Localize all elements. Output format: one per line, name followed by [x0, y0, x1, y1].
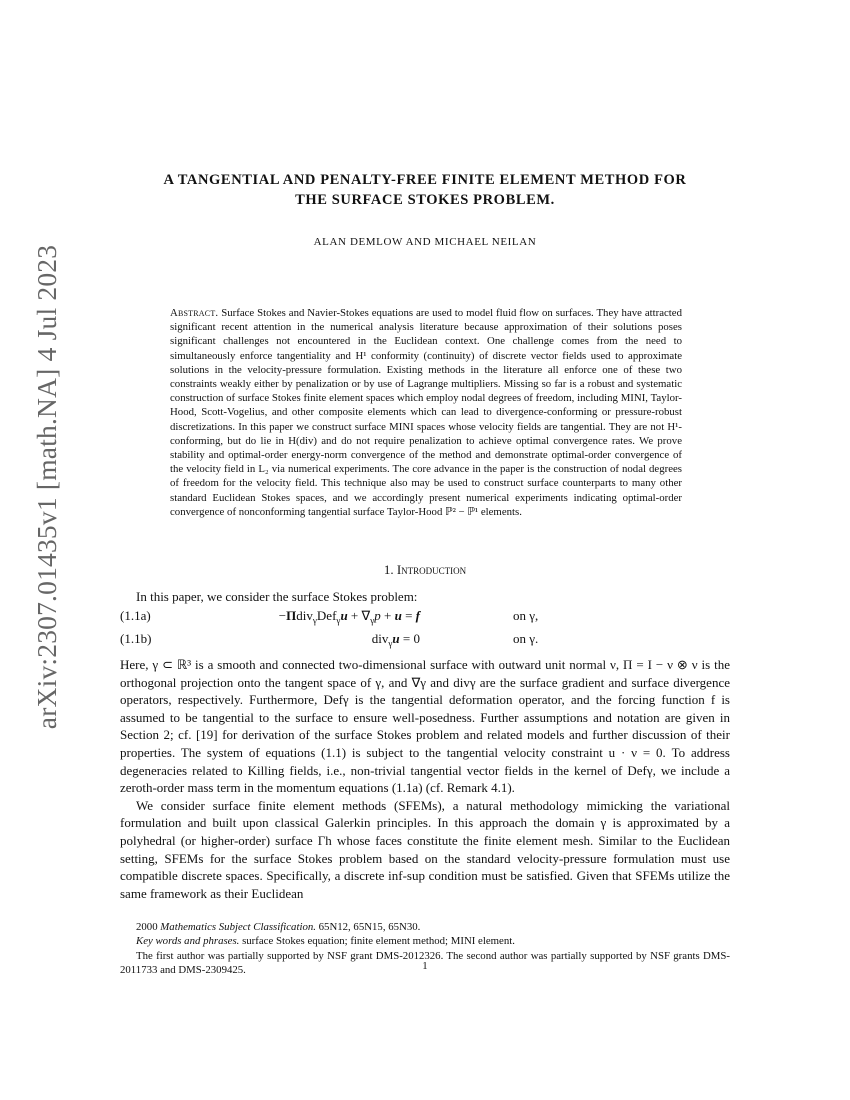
- keywords-label: Key words and phrases.: [136, 935, 240, 948]
- intro-sentence-block: [120, 588, 730, 606]
- equation-domain: on γ.: [513, 631, 539, 646]
- msc-codes: 65N12, 65N15, 65N30.: [318, 921, 421, 933]
- equation-1-1b: [120, 631, 730, 651]
- equation-domain: on γ,: [513, 608, 539, 623]
- arxiv-identifier[interactable]: arXiv:2307.01435v1 [math.NA] 4 Jul 2023: [31, 244, 63, 730]
- section-title: Introduction: [396, 562, 467, 577]
- msc-year: 2000: [136, 921, 158, 933]
- page-number: 1: [422, 960, 428, 972]
- equation-label: (1.1a): [120, 608, 151, 623]
- equation-body: div$_\gamma$u = 0: [371, 631, 420, 649]
- body-text: [120, 656, 730, 902]
- equation-1-1a: [120, 608, 730, 628]
- title-line-2: THE SURFACE STOKES PROBLEM.: [295, 192, 555, 208]
- section-number: 1.: [383, 562, 394, 577]
- abstract-label: Abstract.: [170, 307, 219, 319]
- equation-body: $-\Pi div_\gamma Def_\gamma u + \nabla_\gamma p + u = f$: [278, 608, 420, 626]
- section-heading: [120, 562, 730, 578]
- paper-authors: ALAN DEMLOW AND MICHAEL NEILAN: [313, 236, 537, 248]
- footnote-keywords: [120, 934, 730, 948]
- equation-label: (1.1b): [120, 631, 152, 646]
- msc-label: Mathematics Subject Classification.: [160, 921, 316, 933]
- footnote-msc: [120, 920, 730, 934]
- intro-sentence: In this paper, we consider the surface Stokes problem:: [136, 589, 418, 604]
- arxiv-sidebar-stamp: [22, 244, 72, 730]
- paper-title: [120, 170, 730, 210]
- title-line-1: A TANGENTIAL AND PENALTY-FREE FINITE ELEMENT METHOD FOR: [163, 172, 687, 188]
- footnote-funding: The first author was partially supported by NSF grant DMS-2012326. The second author was partially supported by NSF grants DMS-2011733 and DMS-2309425.: [120, 949, 730, 977]
- paragraph-2: We consider surface finite element methods (SFEMs), a natural methodology mimicking the variational formulation and built upon classical Galerkin principles. In this approach the domain γ is approximated by a polyhedral (or higher-order) surface Γh whose faces constitute the finite element mesh. Similar to the Euclidean setting, SFEMs for the surface Stokes problem based on the standard velocity-pressure formulation must use compatible discrete spaces. Specifically, a discrete inf-sup condition must be satisfied. Given that SFEMs utilize the same framework as their Euclidean: [120, 797, 730, 901]
- abstract-block: [170, 306, 682, 519]
- keywords-text: surface Stokes equation; finite element method; MINI element.: [242, 935, 515, 948]
- abstract-text: Surface Stokes and Navier-Stokes equations are used to model fluid flow on surfaces. They have attracted significant recent attention in the numerical analysis literature because approximation of their solutions poses significant challenges not encountered in the Euclidean context. One challenge comes from the need to simultaneously enforce tangentiality and H¹ conformity (continuity) of discrete vector fields used to approximate solutions in the velocity-pressure formulation. Existing methods in the literature all enforce one of these two constraints weakly either by penalization or by use of Lagrange multipliers. Missing so far is a robust and systematic construction of surface Stokes finite element spaces which employ nodal degrees of freedom, including MINI, Taylor-Hood, Scott-Vogelius, and other composite elements which can lead to divergence-conforming or pressure-robust discretizations. In this paper we construct surface MINI spaces whose velocity fields are tangential. They are not H¹-conforming, but do lie in H(div) and do not require penalization to achieve optimal convergence rates. We prove stability and optimal-order energy-norm convergence of the method and demonstrate optimal-order convergence of the velocity field in L₂ via numerical experiments. The core advance in the paper is the construction of nodal degrees of freedom for the velocity field. This technique also may be used to construct surface counterparts to many other standard Euclidean Stokes spaces, and we accordingly present numerical experiments indicating optimal-order convergence of nonconforming tangential surface Taylor-Hood ℙ² − ℙ¹ elements.: [170, 307, 682, 518]
- paragraph-1: Here, γ ⊂ ℝ³ is a smooth and connected two-dimensional surface with outward unit normal ν, Π = I − ν ⊗ ν is the orthogonal projection onto the tangent space of γ, and ∇γ and divγ are the surface gradient and surface divergence operators, respectively. Furthermore, Defγ is the tangential deformation operator, and the forcing function f is assumed to be tangential to the surface to ensure well-posedness. Further assumptions and notation are given in Section 2; cf. [19] for derivation of the surface Stokes problem and related models and further discussion of their properties. The system of equations (1.1) is subject to the tangential velocity constraint u · ν = 0. To address degeneracies related to Killing fields, i.e., non-trivial tangential vector fields in the kernel of Defγ, we include a zeroth-order mass term in the momentum equations (1.1a) (cf. Remark 4.1).: [120, 657, 730, 796]
